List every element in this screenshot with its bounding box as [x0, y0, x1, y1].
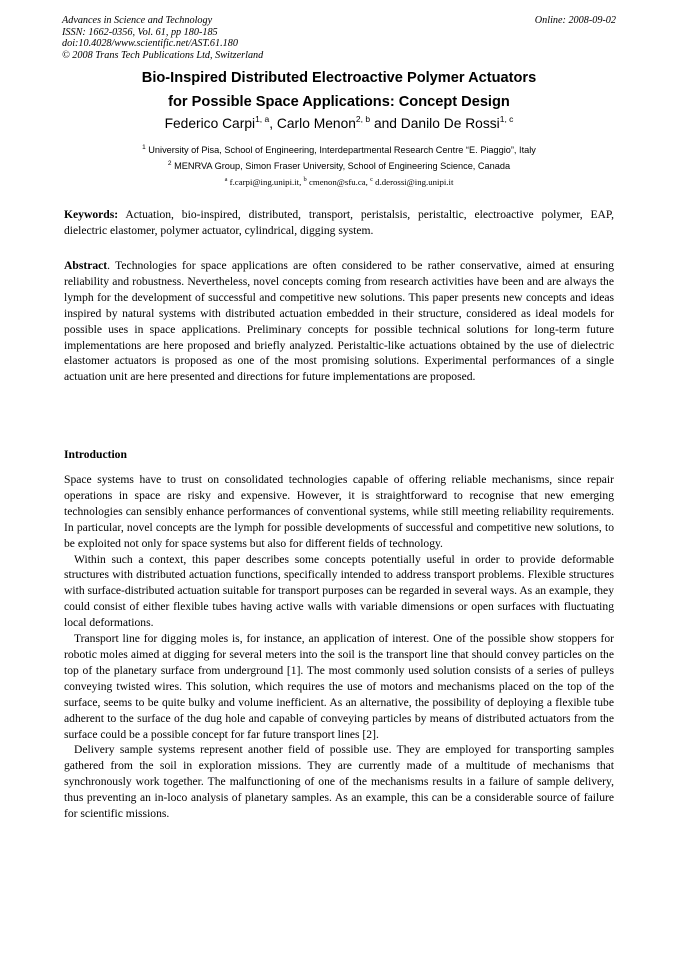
paragraph: Delivery sample systems represent another field of possible use. They are employed for transporting samples gathered from the soil in exploration missions. They are currently made of a multitude of mechanisms that synchronously work together. The malfunctioning of one of the mechanisms results in a failure of sample delivery, thus preventing an in-loco analysis of planetary samples. As an example, this can be a considerable source of failure for scientific missions.	[64, 743, 614, 821]
introduction-body	[64, 472, 614, 822]
journal-header	[62, 15, 616, 61]
paragraph: Space systems have to trust on consolidated technologies capable of offering reliable mechanisms, since repair operations in space are risky and expensive. However, it is straightforward to recognise that new emerging technologies can sensibly enhance performances of conventional systems, while still meeting reliability requirements. In particular, novel concepts are the lymph for possible developments of successful and competitive new solutions, to be exploited not only for space systems but also for different fields of technology.	[64, 473, 614, 550]
affiliation-2-text: MENRVA Group, Simon Fraser University, School of Engineering Science, Canada	[171, 161, 511, 171]
email-carpi: f.carpi@ing.unipi.it,	[227, 177, 304, 187]
title-line-2: for Possible Space Applications: Concept Design	[168, 94, 510, 110]
email-menon: cmenon@sfu.ca,	[306, 177, 371, 187]
email-b-sup: b	[303, 176, 307, 183]
title-line-1: Bio-Inspired Distributed Electroactive Polymer Actuators	[141, 70, 537, 86]
paragraph: Within such a context, this paper describes some concepts potentially useful in order to provide deformable structures with distributed actuation functions, specifically intended to address transport problems. Flexible structures with surface-distributed actuation suitable for transport purposes can be regarded in several ways. As an example, they could consist of either flexible tubes having active walls with variable dimensions or open surfaces with fluctuating local deformations.	[64, 552, 614, 630]
abstract-label: Abstract	[64, 259, 108, 272]
paragraph: Transport line for digging moles is, for instance, an application of interest. One of the possible show stoppers for robotic moles aimed at digging for several meters into the soil is the transport line that should convey particles on the top of the planetary surface from underground [1]. The most commonly used solution consists of a series of pulleys conveying twisted wires. This solution, which requires the use of motors and mechanisms placed on the top of the surface, seems to be quite bulky and volume inefficient. As an alternative, the possibility of deploying a flexible tube adherent to the surface of the dug hole and capable of conveying particles by means of distributed actuators from the surface could be a possible concept for far future transport lines [2].	[64, 632, 614, 741]
author-menon: Carlo Menon	[276, 116, 356, 131]
author-separator: ,	[269, 116, 277, 131]
author-carpi-sup: 1, a	[255, 114, 270, 124]
affiliation-1-text: University of Pisa, School of Engineering, Interdepartmental Research Centre “E. Piaggio”, Italy	[145, 145, 536, 155]
abstract-text: . Technologies for space applications are often considered to be rather conservative, aimed at ensuring reliability and robustness. Nevertheless, novel concepts coming from research activities have been and are always the lymph for the development of successful and competitive new solutions. This paper presents new concepts and ideas inspired by natural systems with distributed actuation embedded in their structure, considered as ideal models for possible uses in space applications. Preliminary concepts for possible technical solutions for long-term future implementations are here proposed and briefly analyzed. Peristaltic-like actuations obtained by the use of dielectric elastomer actuators is proposed as one of the most promising solutions. Experimental performances of a single actuation unit are here presented and directions for future implementations are proposed.	[64, 259, 614, 384]
keywords-section	[64, 207, 614, 239]
email-derossi: d.derossi@ing.unipi.it	[372, 177, 454, 187]
author-carpi: Federico Carpi	[164, 116, 256, 131]
author-separator: and	[370, 116, 401, 131]
affiliation-2	[62, 160, 616, 173]
author-derossi-sup: 1, c	[499, 114, 514, 124]
author-derossi: Danilo De Rossi	[400, 116, 500, 131]
affiliation-2-sup: 2	[167, 160, 172, 167]
affiliation-1	[62, 144, 616, 157]
affiliation-1-sup: 1	[142, 144, 146, 151]
keywords-text: Actuation, bio-inspired, distributed, transport, peristalsis, peristaltic, electroactive polymer, EAP, dielectric elastomer, polymer actuator, cylindrical, digging system.	[64, 208, 614, 237]
copyright-line: © 2008 Trans Tech Publications Ltd, Switzerland	[62, 49, 264, 61]
doi-line: doi:10.4028/www.scientific.net/AST.61.180	[62, 38, 238, 50]
email-c-sup: c	[370, 176, 373, 183]
author-list	[62, 114, 616, 134]
section-heading-introduction: Introduction	[64, 448, 127, 461]
keywords-label: Keywords:	[64, 208, 119, 221]
abstract-section	[64, 258, 614, 385]
paper-title	[62, 66, 616, 114]
author-emails	[62, 176, 616, 189]
journal-name: Advances in Science and Technology	[62, 15, 213, 26]
email-a-sup: a	[224, 176, 228, 183]
issn-line: ISSN: 1662-0356, Vol. 61, pp 180-185	[62, 26, 218, 38]
author-menon-sup: 2, b	[355, 114, 371, 124]
online-date: Online: 2008-09-02	[534, 15, 616, 26]
